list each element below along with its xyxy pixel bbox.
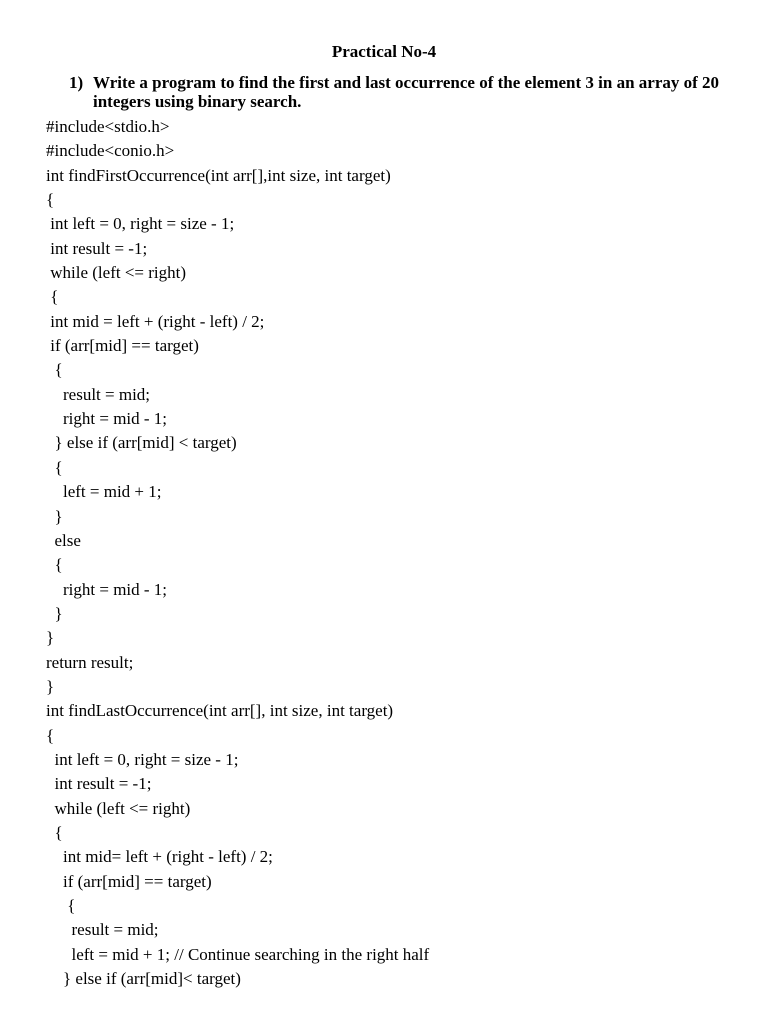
code-line: #include<conio.h> <box>46 141 175 161</box>
code-line: #include<stdio.h> <box>46 117 170 136</box>
question-number: 1) <box>69 73 84 92</box>
code-line: } <box>46 506 63 526</box>
code-block <box>46 115 429 991</box>
code-line: result = mid; <box>46 920 159 940</box>
code-line: int findFirstOccurrence(int arr[],int size, int target) <box>46 165 391 185</box>
code-line: else <box>46 530 81 550</box>
code-line: if (arr[mid] == target) <box>46 871 212 891</box>
code-line: } else if (arr[mid]< target) <box>46 969 241 989</box>
code-line: int left = 0, right = size - 1; <box>46 214 235 234</box>
code-line: while (left <= right) <box>46 263 187 283</box>
code-line: int result = -1; <box>46 774 152 794</box>
code-line: result = mid; <box>46 384 151 404</box>
code-line: left = mid + 1; // Continue searching in the right half <box>46 944 430 964</box>
code-line: int mid= left + (right - left) / 2; <box>46 847 273 867</box>
code-line: { <box>46 822 63 842</box>
code-line: int left = 0, right = size - 1; <box>46 749 239 769</box>
code-line: if (arr[mid] == target) <box>46 336 199 356</box>
code-line: } <box>46 676 55 696</box>
code-line: return result; <box>46 652 134 672</box>
page-title: Practical No-4 <box>331 42 437 61</box>
code-line: left = mid + 1; <box>46 482 162 502</box>
code-line: { <box>46 555 63 575</box>
question <box>69 73 729 111</box>
code-line: } <box>46 628 55 648</box>
code-line: int mid = left + (right - left) / 2; <box>46 311 265 331</box>
code-line: while (left <= right) <box>46 798 191 818</box>
code-line: right = mid - 1; <box>46 579 168 599</box>
code-line: { <box>46 287 59 307</box>
code-line: { <box>46 725 55 745</box>
code-line: { <box>46 190 55 210</box>
code-line: { <box>46 360 63 380</box>
question-text: Write a program to find the first and last occurrence of the element 3 in an array of 20 integers using binary search. <box>93 73 720 111</box>
code-line: { <box>46 457 63 477</box>
code-line: right = mid - 1; <box>46 409 168 429</box>
code-line: { <box>46 896 76 915</box>
code-line: } <box>46 603 63 623</box>
code-line: int findLastOccurrence(int arr[], int size, int target) <box>46 701 394 721</box>
code-line: } else if (arr[mid] < target) <box>46 433 237 453</box>
code-line: int result = -1; <box>46 238 148 258</box>
